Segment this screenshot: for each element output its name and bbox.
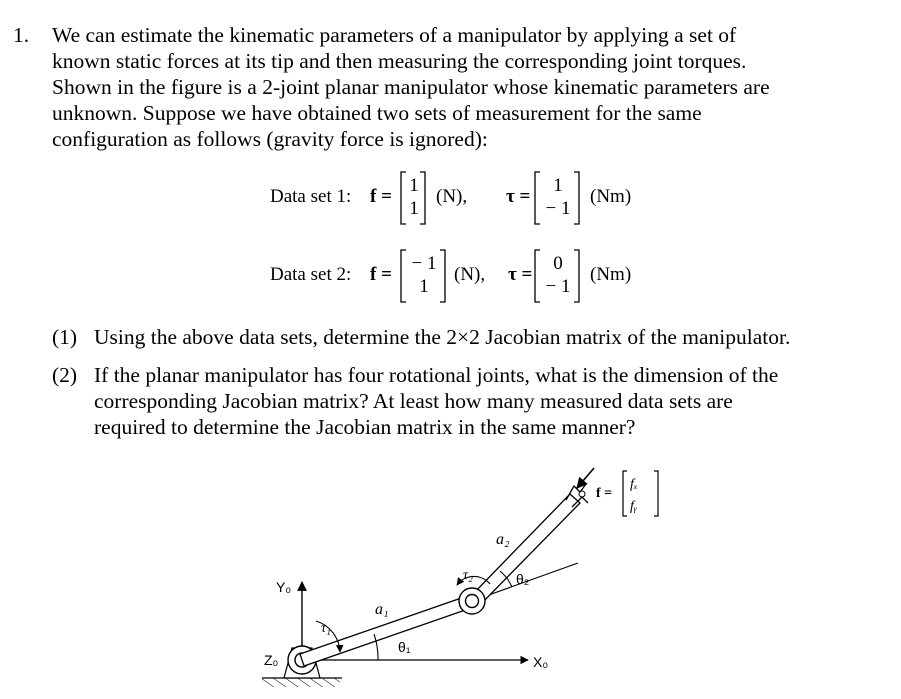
data-set-1-tau-label: τ =	[506, 186, 531, 207]
force-label: f =	[596, 486, 613, 501]
data-set-2-label: Data set 2:	[270, 264, 352, 285]
ground-hatch	[262, 678, 342, 687]
theta1-label: θ₁	[398, 639, 411, 655]
tau2-label: τ₂	[463, 568, 473, 583]
x0-axis-label: X₀	[533, 654, 549, 670]
intro-line-5: configuration as follows (gravity force is ignored):	[52, 127, 488, 151]
data-set-1-tau-unit: (Nm)	[590, 186, 632, 207]
z0-label: Z₀	[264, 652, 279, 668]
force-fx: fₓ	[630, 477, 638, 492]
question-2-line-3: required to determine the Jacobian matrix in the same manner?	[94, 415, 636, 439]
question-1-number: (1)	[52, 325, 78, 349]
question-2-line-1: If the planar manipulator has four rotational joints, what is the dimension of the	[94, 363, 779, 387]
a1-label: a₁	[375, 601, 389, 618]
intro-line-2: known static forces at its tip and then measuring the corresponding joint torques.	[52, 49, 747, 73]
joint-2	[459, 588, 485, 614]
problem-number: 1.	[13, 23, 30, 47]
data-set-1-tau-1: 1	[553, 175, 563, 196]
data-set-1-f-unit: (N),	[436, 186, 468, 207]
data-set-2-f-label: f =	[370, 264, 392, 285]
intro-line-1: We can estimate the kinematic parameters of a manipulator by applying a set of	[52, 23, 737, 47]
data-set-2-tau-2: − 1	[545, 276, 571, 297]
data-set-1-f-label: f =	[370, 186, 392, 207]
data-set-1-f-x: 1	[409, 175, 419, 196]
data-set-1-f-y: 1	[409, 198, 419, 219]
tau1-label: τ₁	[321, 621, 331, 636]
data-set-2-tau-1: 0	[553, 253, 563, 274]
data-set-2-tau-label: τ =	[508, 264, 533, 285]
data-set-2-f-x: − 1	[411, 253, 437, 274]
force-fy: fᵧ	[630, 499, 638, 514]
data-set-2-tau-unit: (Nm)	[590, 264, 632, 285]
data-set-2-f-unit: (N),	[454, 264, 486, 285]
data-set-1-label: Data set 1:	[270, 186, 352, 207]
intro-line-3: Shown in the figure is a 2-joint planar manipulator whose kinematic parameters are	[52, 75, 770, 99]
question-1-line-1: Using the above data sets, determine the 2×2 Jacobian matrix of the manipulator.	[94, 325, 791, 349]
question-2-line-2: corresponding Jacobian matrix? At least how many measured data sets are	[94, 389, 733, 413]
intro-line-4: unknown. Suppose we have obtained two sets of measurement for the same	[52, 101, 702, 125]
data-set-2-f-y: 1	[419, 276, 429, 297]
a2-label: a₂	[496, 531, 510, 548]
link-2	[470, 494, 580, 607]
data-set-1-tau-2: − 1	[545, 198, 571, 219]
question-2-number: (2)	[52, 363, 78, 387]
force-vector-brackets	[623, 471, 658, 516]
theta2-label: θ₂	[516, 571, 530, 587]
y0-axis-label: Y₀	[276, 579, 292, 595]
